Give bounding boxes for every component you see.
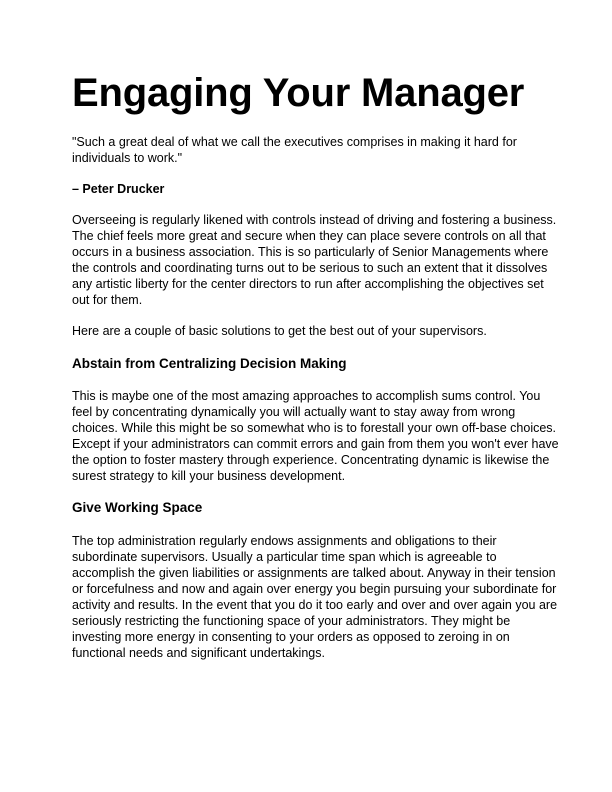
text-line: Here are a couple of basic solutions to get the best out of your supervisors.: [72, 324, 487, 338]
text-line: This is maybe one of the most amazing approaches to accomplish sums control. You: [72, 389, 541, 403]
text-line: Except if your administrators can commit errors and gain from them you won't ever have: [72, 437, 559, 451]
quote: [72, 134, 552, 166]
section-heading: Give Working Space: [72, 500, 203, 515]
text-line: or forcefulness and now and again over energy you begin pursuing your subordinate for: [72, 582, 557, 596]
text-line: choices. While this might be so somewhat who is to forestall your own off-base choices.: [72, 421, 557, 435]
text-line: feel by concentrating dynamically you will actually want to stay away from wrong: [72, 405, 516, 419]
text-line: activity and results. In the event that you do it too early and over and over again you are: [72, 598, 558, 612]
text-line: subordinate supervisors. Usually a particular time span which is agreeable to: [72, 550, 497, 564]
lead-paragraph: [72, 323, 552, 339]
text-line: the option to foster mastery through experience. Concentrating dynamic is likewise the: [72, 453, 550, 467]
text-line: out for them.: [72, 293, 143, 307]
text-line: occurs in a business association. This is so particularly of Senior Managements where: [72, 245, 549, 259]
text-line: any artistic liberty for the center directors to run after accomplishing the objectives set: [72, 277, 544, 291]
text-line: The chief feels more great and secure when they can place severe controls on all that: [72, 229, 546, 243]
text-line: the controls and coordinating turns out to be serious to such an extent that it dissolves: [72, 261, 548, 275]
page-title: Engaging Your Manager: [72, 71, 525, 115]
text-line: seriously restricting the functioning space of your administrators. They might be: [72, 614, 511, 628]
section-paragraph: [72, 533, 558, 661]
text-line: Overseeing is regularly likened with controls instead of driving and fostering a business.: [72, 213, 557, 227]
text-line: accomplish the given liabilities or assignments are talked about. Anyway in their tension: [72, 566, 556, 580]
text-line: investing more energy in consenting to your orders as opposed to zeroing in on: [72, 630, 510, 644]
text-line: functional needs and significant undertakings.: [72, 646, 325, 660]
quote-attribution: – Peter Drucker: [72, 182, 165, 196]
section-paragraph: [72, 388, 559, 484]
text-line: The top administration regularly endows assignments and obligations to their: [72, 534, 497, 548]
text-line: surest strategy to kill your business development.: [72, 469, 346, 483]
quote-line: individuals to work.": [72, 151, 183, 165]
section-heading: Abstain from Centralizing Decision Making: [72, 356, 347, 371]
intro-paragraph: [72, 212, 557, 308]
quote-line: "Such a great deal of what we call the executives comprises in making it hard for: [72, 135, 517, 149]
